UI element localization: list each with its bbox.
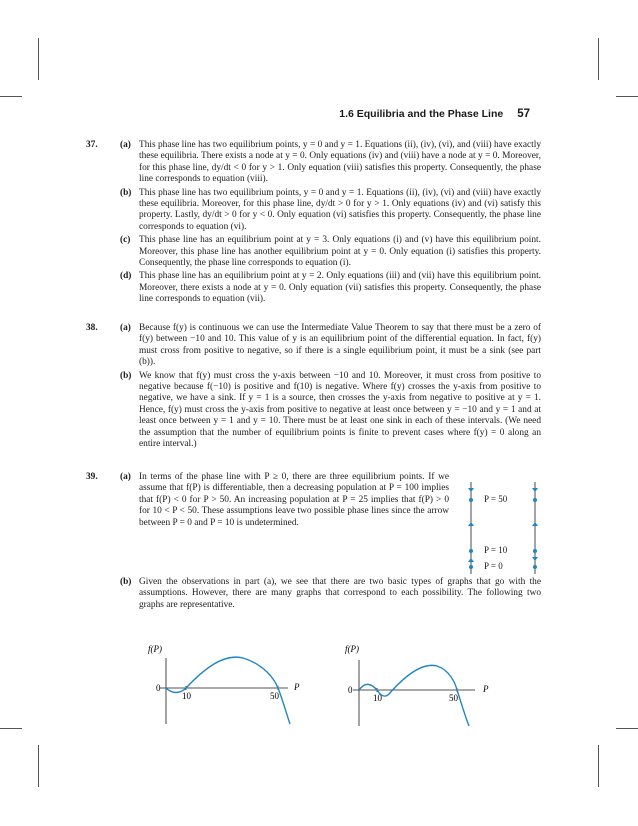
problem-part — [86, 371, 541, 451]
graph-tick-10: 10 — [182, 691, 191, 701]
graph-ylabel: f(P) — [148, 644, 162, 654]
graph-2-svg — [345, 640, 515, 728]
part-label: (a) — [120, 472, 131, 482]
equilibrium-dot — [533, 565, 537, 569]
arrow-down-icon — [468, 488, 474, 492]
problem-part — [86, 472, 449, 529]
problem-part — [86, 577, 541, 611]
graph-xlabel: P — [483, 684, 489, 694]
equilibrium-dot — [533, 498, 537, 502]
equilibrium-dot — [469, 565, 473, 569]
arrow-down-icon — [532, 557, 538, 561]
part-text: This phase line has an equilibrium point at y = 2. Only equations (iii) and (vii) have this equilibrium point. Moreover, there exists a node at y = 0. Only equation (vii) satisfies this property. Consequently, the phase line corresponds to equation (vii). — [139, 271, 541, 305]
part-text: Because f(y) is continuous we can use the Intermediate Value Theorem to say that there must be a zero of f(y) between −10 and 10. This value of y is an equilibrium point of the differential equation. In fact, f(y) must cross from positive to negative, so if there is a single equilibrium point, it must be a sink (see part (b)). — [139, 323, 541, 368]
part-text: This phase line has two equilibrium points, y = 0 and y = 1. Equations (ii), (iv), (vi) and (viii) have exactly these equilibria. Moreover, for this phase line, dy/dt > 0 for y > 1. Only equations (iv) and (vi) satisfy this property. Lastly, dy/dt > 0 for y < 0. Only equation (vi) satisfies this property. Consequently, the phase line corresponds to equation (vi). — [139, 187, 541, 232]
section-title: 1.6 Equilibria and the Phase Line — [339, 108, 504, 120]
arrow-up-icon — [468, 522, 474, 526]
arrow-up-icon — [532, 522, 538, 526]
crop-mark — [0, 728, 22, 729]
graph-xlabel: P — [294, 682, 300, 692]
equilibrium-dot — [533, 549, 537, 553]
crop-mark — [616, 728, 638, 729]
part-label: (b) — [120, 370, 132, 381]
part-text: Given the observations in part (a), we see that there are two basic types of graphs that go with the assumptions. However, there are many graphs that correspond to each possibility. The following two graphs are representative. — [139, 577, 541, 610]
phase-label-p10: P = 10 — [484, 545, 508, 555]
part-label: (a) — [120, 323, 131, 333]
crop-mark — [38, 745, 39, 787]
part-label: (d) — [120, 271, 132, 282]
arrow-down-icon — [532, 488, 538, 492]
arrow-up-icon — [468, 558, 474, 562]
part-text: In terms of the phase line with P ≥ 0, there are three equilibrium points. If we assume that f(P) is differentiable, then a decreasing population at P = 100 implies that f(P) < 0 for P > 50. An increasing population at P = 25 implies that f(P) > 0 for 10 < P < 50. These assumptions leave two possible phase lines since the arrow between P = 0 and P = 10 is undetermined. — [139, 472, 449, 528]
crop-mark — [38, 38, 39, 80]
part-text: This phase line has an equilibrium point at y = 3. Only equations (i) and (v) have this equilibrium point. Moreover, this phase line has another equilibrium point at y = 0. Only equation (i) satisfies this property. Consequently, the phase line corresponds to equation (i). — [139, 235, 541, 269]
equilibrium-dot — [469, 549, 473, 553]
problem-38 — [86, 323, 541, 452]
part-label: (c) — [120, 235, 131, 246]
problem-part — [86, 271, 541, 305]
equilibrium-dot — [469, 498, 473, 502]
problem-number: 39. — [86, 472, 98, 482]
page-number: 57 — [517, 108, 530, 120]
problem-part — [86, 235, 541, 269]
problem-part — [86, 140, 541, 186]
graph-ylabel: f(P) — [345, 644, 359, 654]
graph-1-svg — [148, 638, 318, 726]
phase-label-p0: P = 0 — [484, 561, 503, 571]
problem-part — [86, 323, 541, 369]
graph-origin: 0 — [156, 683, 161, 693]
crop-mark — [598, 38, 599, 80]
graph-origin: 0 — [348, 685, 353, 695]
graph-2 — [345, 640, 515, 728]
problem-part — [86, 188, 541, 234]
phase-label-p50: P = 50 — [484, 494, 508, 504]
phase-lines-svg — [460, 478, 560, 578]
crop-mark — [616, 96, 638, 97]
problem-number: 37. — [86, 140, 98, 150]
part-label: (a) — [120, 140, 131, 150]
part-text: We know that f(y) must cross the y-axis between −10 and 10. Moreover, it must cross from positive to negative because f(−10) is positive and f(10) is negative. Where f(y) crosses the y-axis from positive to negative, we have a sink. If y = 1 is a source, then crosses the y-axis from negative to positive at y = 1. Hence, f(y) must cross the y-axis from positive to negative at least once between y = −10 and y = 1 and at least once between y = 1 and y = 10. There must be at least one sink in each of these intervals. (We need the assumption that the number of equilibrium points is finite to prevent cases where f(y) = 0 along an entire interval.) — [139, 370, 541, 450]
part-label: (b) — [120, 577, 132, 588]
phase-lines-figure — [460, 478, 560, 578]
running-header — [339, 108, 530, 120]
problem-37 — [86, 140, 541, 308]
graph-1 — [148, 638, 318, 726]
graph-tick-10: 10 — [373, 693, 382, 703]
crop-mark — [0, 96, 22, 97]
part-label: (b) — [120, 187, 132, 198]
crop-mark — [598, 745, 599, 787]
part-text: This phase line has two equilibrium points, y = 0 and y = 1. Equations (ii), (iv), (vi), and (viii) have exactly these equilibria. There exists a node at y = 0. Only equations (iv) and (viii) have a node at y = 0. Moreover, for this phase line, dy/dt < 0 for y > 1. Only equation (viii) satisfies this property. Consequently, the phase line corresponds to equation (viii). — [139, 140, 541, 185]
graph-tick-50: 50 — [270, 691, 279, 701]
graph-tick-50: 50 — [449, 693, 458, 703]
problem-number: 38. — [86, 323, 98, 333]
